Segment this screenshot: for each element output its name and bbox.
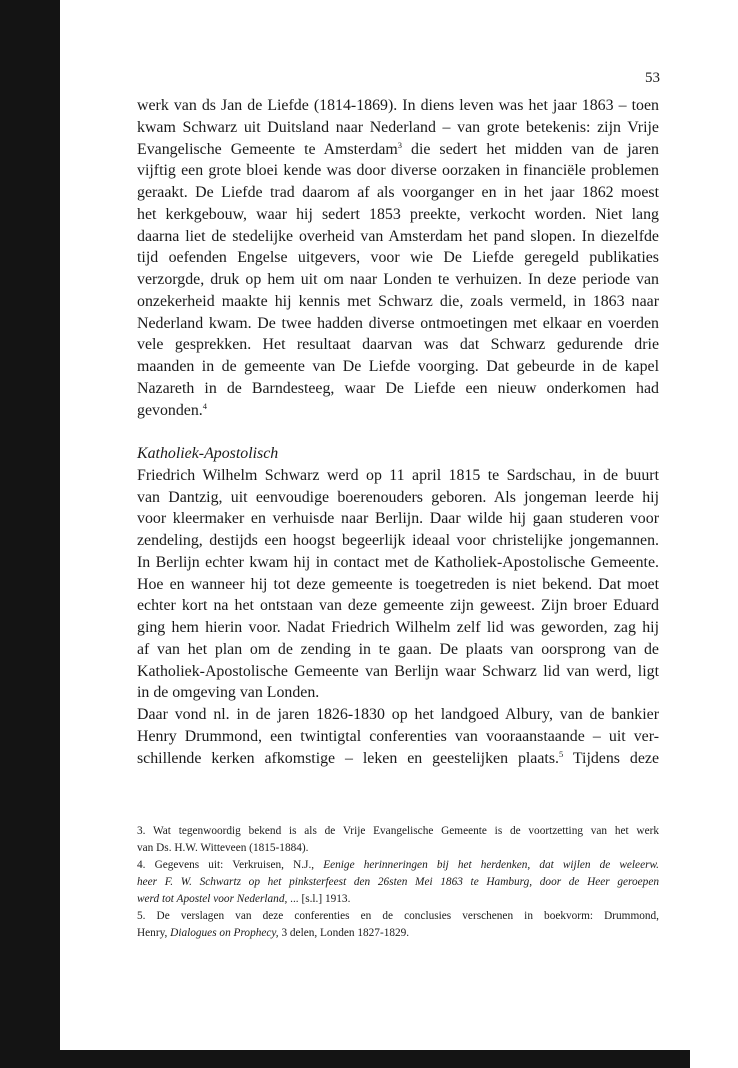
text-line: vele gesprekken. Het resultaat daarvan was dat Schwarz gedurende drie [137, 336, 659, 354]
text-line: onzekerheid maakte hij kennis met Schwarz die, zoals vermeld, in 1863 naar [137, 292, 659, 310]
text-line: af van het plan om de zending in te gaan. De plaats van oorsprong van de [137, 640, 659, 658]
footnote-3-line: van Ds. H.W. Witteveen (1815-1884). [137, 842, 309, 854]
footnote-ref-3: 3 [397, 139, 403, 150]
footnote-4-line [137, 874, 659, 891]
footnotes [137, 823, 659, 942]
text-line: Nederland kwam. De twee hadden diverse ontmoetingen met elkaar en voerden [137, 314, 659, 332]
text-line: het kerkgebouw, waar hij sedert 1853 preekte, verkocht worden. Niet lang [137, 205, 659, 223]
footnote-ref-4: 4 [202, 400, 208, 411]
footnote-4-line [137, 857, 659, 874]
text-line: voor kleermaker en verhuisde naar Berlijn. Daar wilde hij gaan studeren voor [137, 510, 659, 528]
text-fragment: Tijdens deze [572, 749, 660, 767]
footnote-title: Dialogues on Prophecy, [170, 927, 279, 939]
text-line: In Berlijn echter kwam hij in contact met de Katholiek-Apostolische Gemeente. [137, 553, 659, 571]
text-line: Nazareth in de Barndesteeg, waar De Liefde een nieuw onderkomen had [137, 379, 659, 397]
text-line: daarna liet de stedelijke overheid van Amsterdam het pand slopen. In diezelfde [137, 227, 659, 245]
text-line [137, 400, 659, 422]
text-line: verzorgde, druk op hem uit om naar Londen te verhuizen. In deze periode van [137, 271, 659, 288]
scan-border-left [0, 0, 60, 1068]
footnote-text: 3 delen, Londen 1827-1829. [281, 927, 410, 939]
text-fragment: Evangelische Gemeente te Amsterdam [137, 140, 398, 158]
page-number: 53 [645, 70, 660, 86]
text-line: van Dantzig, uit eenvoudige boerenouders geboren. Als jongeman leerde hij [137, 488, 659, 506]
section-heading: Katholiek-Apostolisch [137, 445, 279, 462]
text-line: maanden in de gemeente van De Liefde voorging. Dat gebeurde in de kapel [137, 358, 659, 375]
text-fragment: gevonden. [137, 401, 203, 419]
text-line: ging hem hierin voor. Nadat Friedrich Wilhelm zelf lid was geworden, zag hij [137, 619, 659, 636]
footnote-text: 4. Gegevens uit: Verkruisen, N.J., [137, 859, 315, 871]
text-fragment: schillende kerken afkomstige – leken en geestelijken plaats. [137, 749, 559, 767]
text-line: zendeling, destijds een hoogst begeerlijk ideaal voor christelijke jongemannen. [137, 532, 659, 549]
scan-border-bottom [0, 1050, 690, 1068]
text-line: vijftig een grote bloei kende was door diverse oorzaken in financiële problemen [137, 162, 659, 180]
footnote-text: Henry, [137, 927, 168, 939]
text-line: in de omgeving van Londen. [137, 684, 320, 702]
footnote-5-line: 5. De verslagen van deze conferenties en de conclusies verschenen in boekvorm: Drummond, [137, 910, 659, 922]
text-line: Hoe en wanneer hij tot deze gemeente is toegetreden is niet bekend. Dat moet [137, 575, 659, 593]
footnote-title: heer F. W. Schwartz op het pinksterfeest den 26sten Mei 1863 te Hamburg, door de Heer geroepen [137, 876, 659, 888]
footnote-ref-5: 5 [558, 748, 564, 759]
text-line: Friedrich Wilhelm Schwarz werd op 11 april 1815 te Sardschau, in de buurt [137, 466, 659, 484]
text-line: geraakt. De Liefde trad daarom af als voorganger en in het jaar 1862 moest [137, 184, 659, 201]
footnote-title: werd tot Apostel voor Nederland, [137, 893, 288, 905]
main-text [137, 95, 659, 769]
text-line: echter kort na het ontstaan van deze gemeente zijn geweest. Zijn broer Eduard [137, 597, 659, 615]
footnote-3-line: 3. Wat tegenwoordig bekend is als de Vrije Evangelische Gemeente is de voortzetting van het werk [137, 825, 659, 837]
text-line: werk van ds Jan de Liefde (1814-1869). In diens leven was het jaar 1863 – toen [137, 97, 659, 114]
text-fragment: die sedert het midden van de jaren [411, 140, 659, 158]
paragraph-gap [137, 421, 659, 443]
text-line: kwam Schwarz uit Duitsland naar Nederland – van grote betekenis: zijn Vrije [137, 118, 659, 136]
footnote-5-line [137, 925, 659, 942]
text-line: Daar vond nl. in de jaren 1826-1830 op het landgoed Albury, van de bankier [137, 706, 659, 723]
footnote-4-line [137, 891, 659, 908]
text-line [137, 139, 659, 161]
footnote-text: ... [s.l.] 1913. [290, 893, 351, 905]
text-line: Henry Drummond, een twintigtal conferenties van vooraanstaande – uit ver- [137, 727, 659, 745]
text-line: Katholiek-Apostolische Gemeente van Berlijn waar Schwarz lid van werd, ligt [137, 662, 659, 680]
text-line [137, 748, 659, 770]
footnote-title: Eenige herinneringen bij het herdenken, dat wijlen de weleerw. [323, 859, 660, 871]
text-line: tijd oefenden Engelse uitgevers, voor wie De Liefde geregeld publikaties [137, 249, 659, 267]
